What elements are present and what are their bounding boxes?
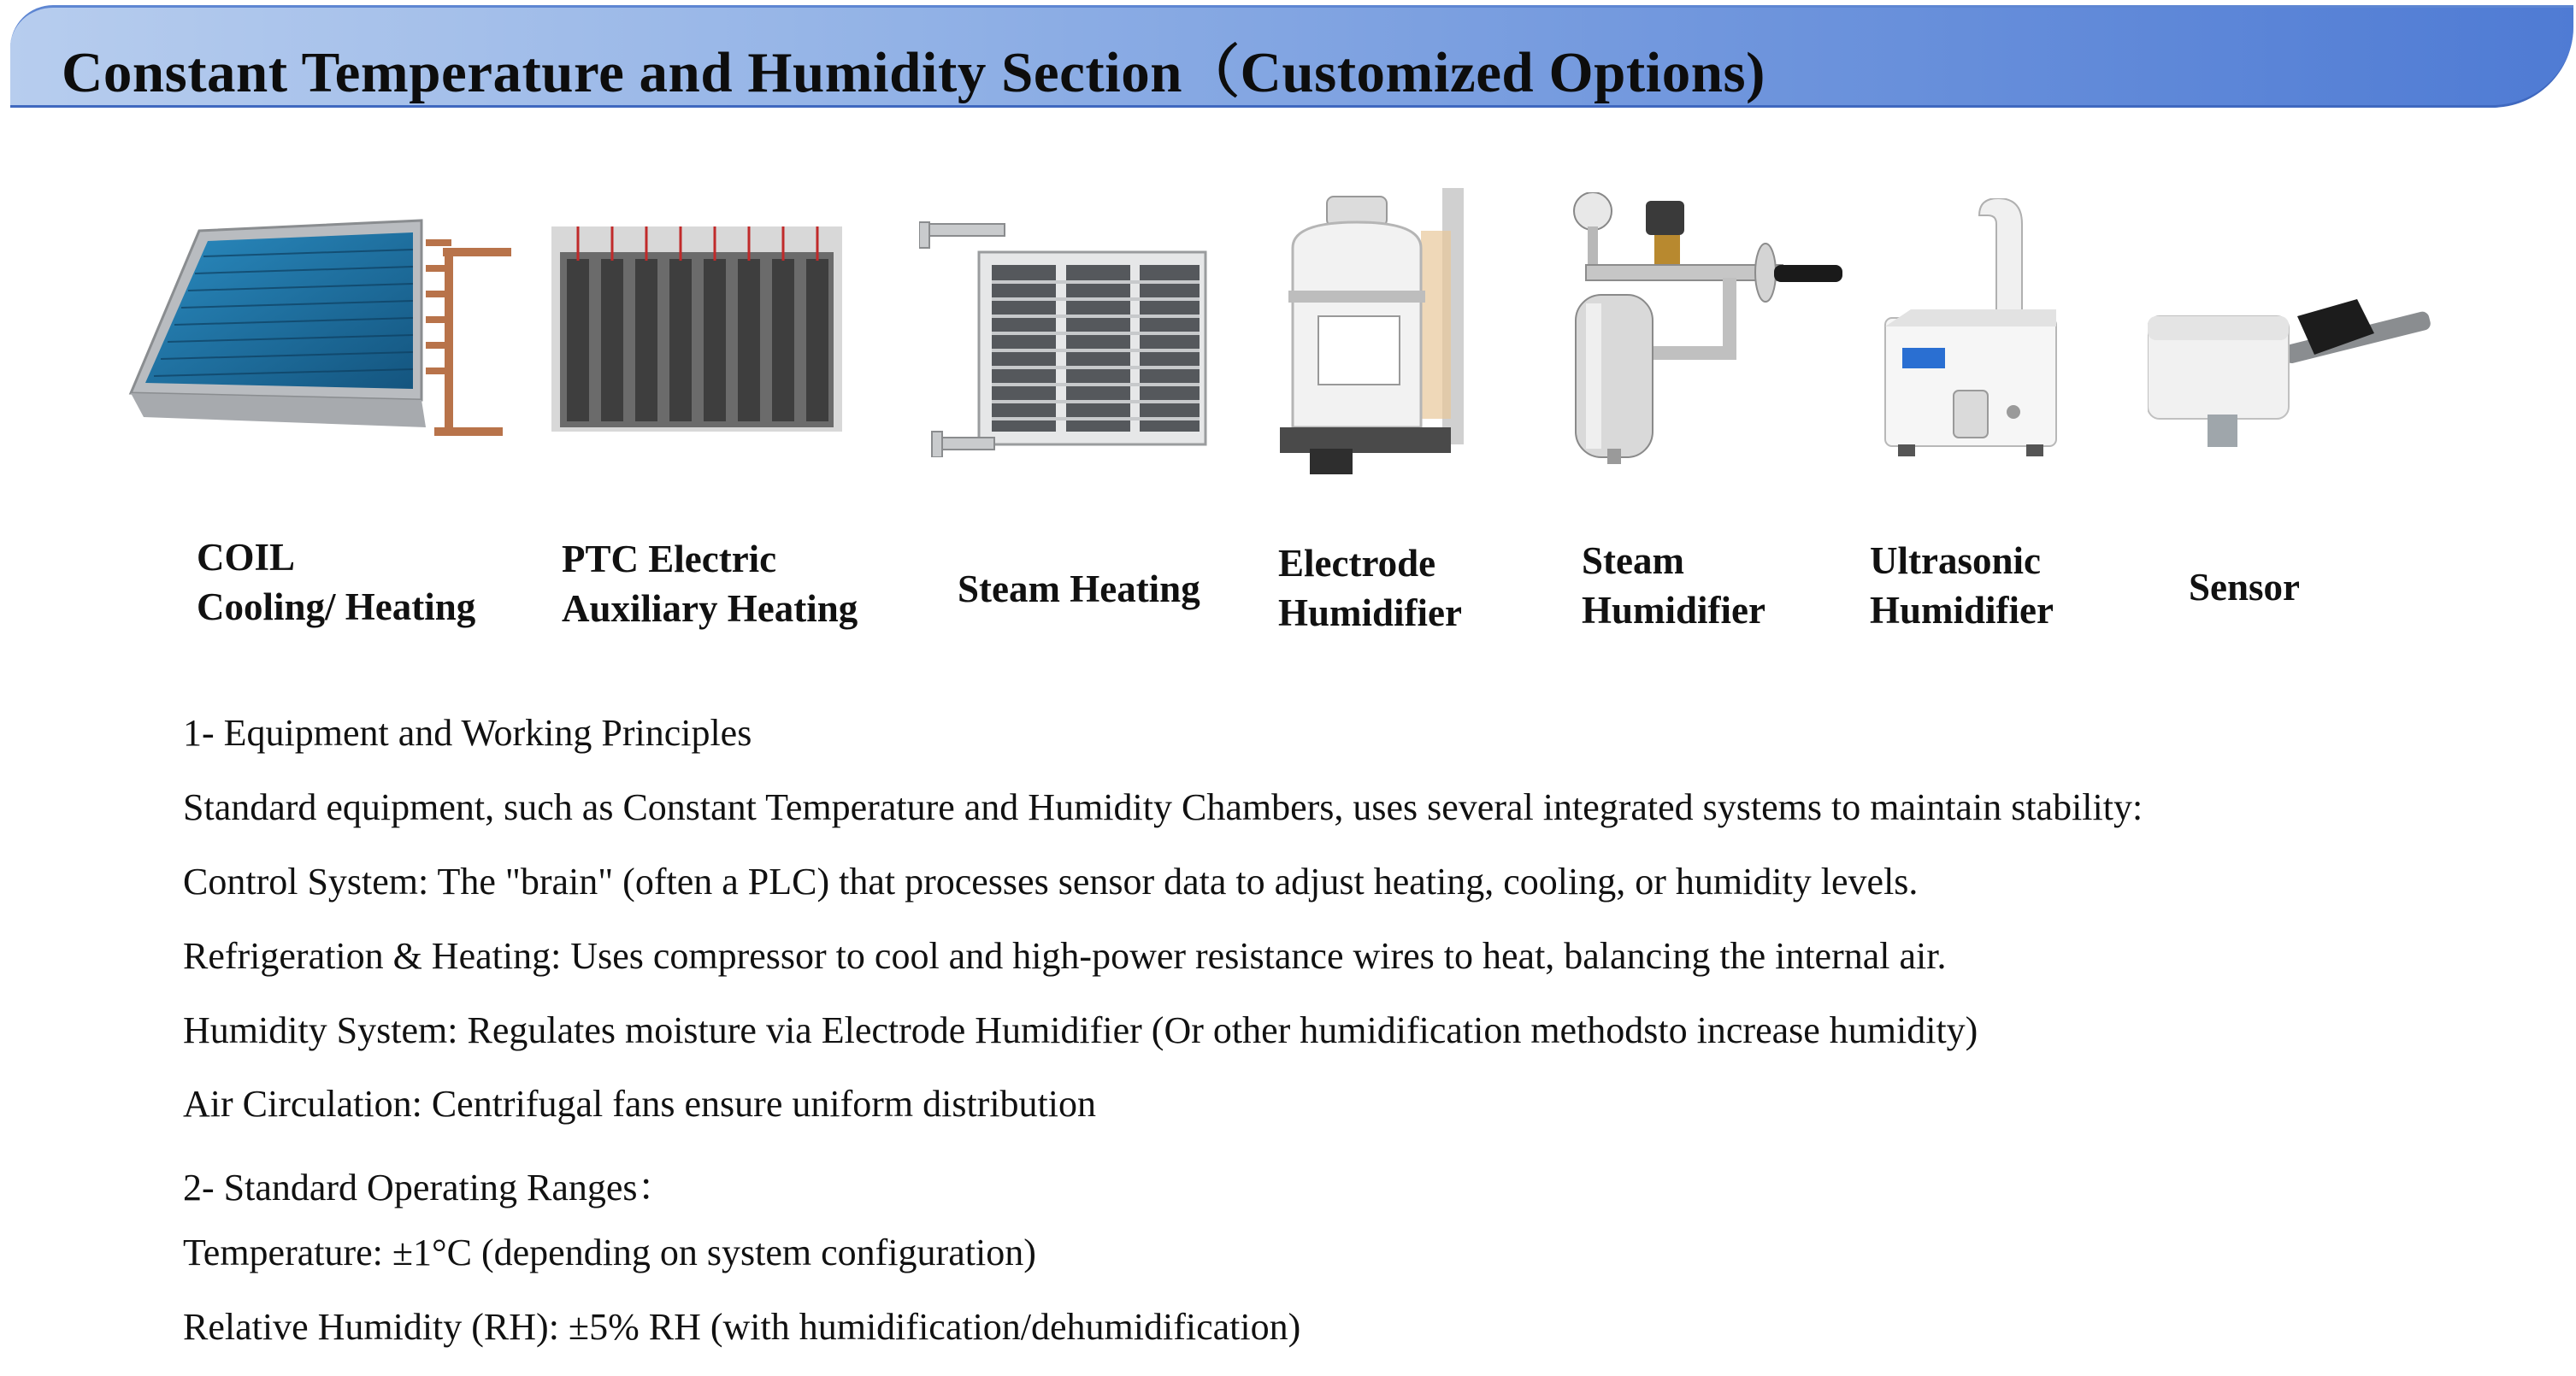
text-humidity-range: Relative Humidity (RH): ±5% RH (with humidification/dehumidification)	[183, 1306, 1301, 1348]
section-title: Constant Temperature and Humidity Section（Customized Options)	[62, 41, 1765, 104]
text-air-circulation: Air Circulation: Centrifugal fans ensure uniform distribution	[183, 1083, 1097, 1125]
heading-equipment-principles: 1- Equipment and Working Principles	[183, 712, 752, 754]
steam-humidifier-icon	[1560, 192, 1842, 466]
text-refrigeration-heating: Refrigeration & Heating: Uses compressor to cool and high-power resistance wires to heat, balancing the internal air.	[183, 935, 1947, 977]
ultrasonic-humidifier-icon	[1877, 198, 2065, 465]
text-standard-equipment: Standard equipment, such as Constant Temperature and Humidity Chambers, uses several integrated systems to maintain stability:	[183, 786, 2143, 828]
heading-operating-ranges: 2- Standard Operating Ranges：	[183, 1167, 675, 1208]
text-humidity-system: Humidity System: Regulates moisture via Electrode Humidifier (Or other humidification methodsto increase humidity)	[183, 1009, 1978, 1051]
ultrasonic-humidifier-image	[1877, 198, 2065, 465]
electrode-humidifier-image	[1276, 188, 1472, 479]
steam-heating-image	[919, 214, 1210, 457]
product-label-coil: COIL Cooling/ Heating	[197, 536, 476, 628]
steam-heating-coil-icon	[919, 214, 1210, 457]
ptc-heater-icon	[551, 226, 842, 432]
text-temperature-range: Temperature: ±1°C (depending on system configuration)	[183, 1232, 1036, 1273]
steam-humidifier-image	[1560, 192, 1842, 466]
product-label-sensor: Sensor	[2189, 566, 2301, 609]
text-control-system: Control System: The "brain" (often a PLC) that processes sensor data to adjust heating, cooling, or humidity levels.	[183, 861, 1919, 903]
product-label-electrode-humidifier: Electrode Humidifier	[1278, 542, 1462, 634]
product-label-ptc: PTC Electric Auxiliary Heating	[562, 538, 858, 630]
electrode-humidifier-icon	[1276, 188, 1472, 479]
ptc-heater-image	[551, 226, 842, 432]
section-header-banner	[10, 5, 2573, 108]
product-label-ultrasonic-humidifier: Ultrasonic Humidifier	[1870, 539, 2054, 632]
product-label-steam-heating: Steam Heating	[958, 567, 1200, 610]
coil-icon	[127, 214, 511, 462]
product-label-steam-humidifier: Steam Humidifier	[1582, 539, 1765, 632]
duct-sensor-image	[2148, 282, 2434, 449]
coil-image	[127, 214, 511, 462]
duct-sensor-icon	[2148, 282, 2434, 449]
